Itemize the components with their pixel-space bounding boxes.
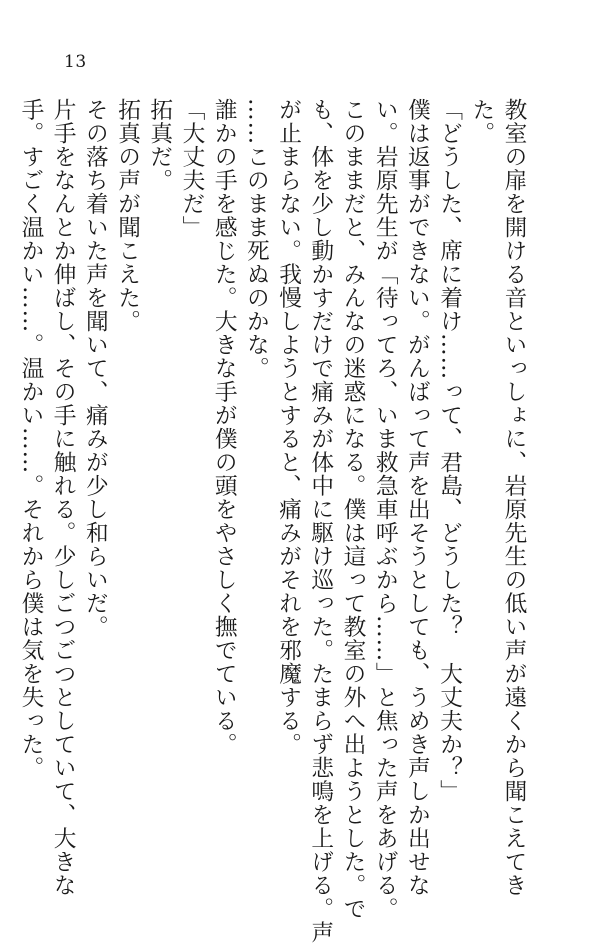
text-line: 拓真の声が聞こえた。: [114, 98, 141, 333]
text-line: その落ち着いた声を聞いて、痛みが少し和らいだ。: [82, 98, 109, 639]
text-line: 拓真だ。: [146, 98, 173, 192]
text-line: た。: [468, 98, 495, 145]
novel-body-text: [15, 98, 530, 944]
text-line: ……このまま死ぬのかな。: [243, 98, 270, 380]
text-line: 僕は返事ができない。がんばって声を出そうとしても、うめき声しか出せな: [404, 98, 431, 897]
text-line: 片手をなんとか伸ばし、その手に触れる。少しごつごつとしていて、大きな: [50, 98, 77, 897]
text-line: い。岩原先生が「待ってろ、いま救急車呼ぶから……」と焦った声をあげる。: [372, 98, 399, 921]
text-line: 「大丈夫だ」: [178, 98, 205, 239]
text-line: 誰かの手を感じた。大きな手が僕の頭をやさしく撫でている。: [211, 98, 238, 756]
page-number: 13: [64, 52, 87, 72]
text-line: が止まらない。我慢しようとすると、痛みがそれを邪魔する。: [275, 98, 302, 756]
text-line: このままだと、みんなの迷惑になる。僕は這って教室の外へ出ようとした。で: [339, 98, 366, 921]
text-line: 「どうした、席に着け……って、君島、どうした？ 大丈夫か？」: [436, 98, 463, 803]
text-line: 教室の扉を開ける音といっしょに、岩原先生の低い声が遠くから聞こえてき: [501, 98, 527, 897]
text-line: 手。すごく温かい……。温かい……。それから僕は気を失った。: [17, 98, 44, 780]
text-line: も、体を少し動かすだけで痛みが体中に駆け巡った。たまらず悲鳴を上げる。声: [307, 98, 334, 944]
